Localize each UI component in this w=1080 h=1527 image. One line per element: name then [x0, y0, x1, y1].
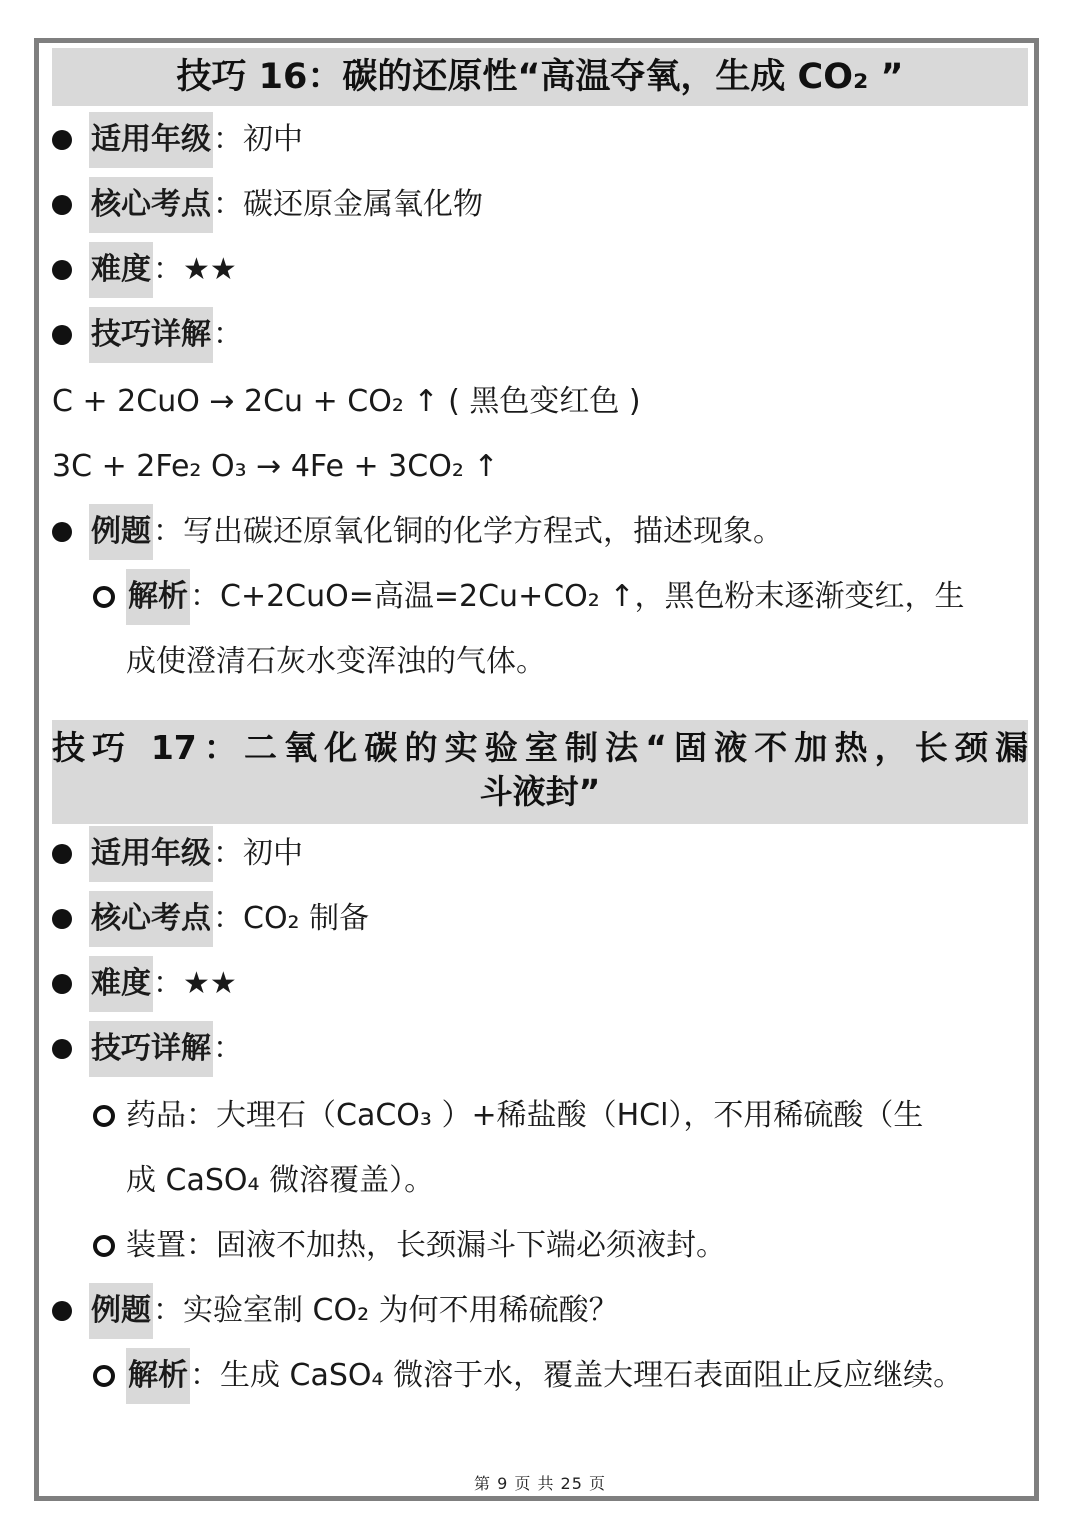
section-16-title: 技巧 16：碳的还原性“高温夺氧，生成 CO₂ ”: [52, 48, 1028, 106]
s17-drug-line2: 成 CaSO₄ 微溶覆盖）。: [126, 1163, 435, 1198]
bullet-icon: [52, 522, 72, 542]
s16-example-key: 例题: [89, 504, 153, 560]
s16-core-key: 核心考点: [89, 177, 213, 233]
s16-analysis-continuation: 成使澄清石灰水变浑浊的气体。: [126, 644, 546, 679]
s17-analysis-key: 解析: [126, 1348, 190, 1404]
bullet-icon: [52, 130, 72, 150]
s16-detail-key: 技巧详解: [89, 307, 213, 363]
s17-drug-line1: 药品：大理石（CaCO₃ ）+稀盐酸（HCl），不用稀硫酸（生: [126, 1098, 924, 1133]
ring-bullet-icon: [93, 1235, 115, 1257]
s16-equation-2: 3C + 2Fe₂ O₃ → 4Fe + 3CO₂ ↑: [52, 449, 499, 484]
page-number-footer: 第 9 页 共 25 页: [474, 1474, 606, 1493]
section-17-title-line2: 斗液封”: [479, 772, 601, 811]
s17-analysis-value: ：生成 CaSO₄ 微溶于水，覆盖大理石表面阻止反应继续。: [190, 1358, 964, 1393]
s16-analysis-key: 解析: [126, 569, 190, 625]
s16-example-value: ：写出碳还原氧化铜的化学方程式，描述现象。: [153, 514, 783, 549]
s16-core-value: ：碳还原金属氧化物: [213, 187, 483, 222]
bullet-icon: [52, 325, 72, 345]
s17-detail-key: 技巧详解: [89, 1021, 213, 1077]
bullet-icon: [52, 260, 72, 280]
bullet-icon: [52, 909, 72, 929]
s16-detail-value: ：: [213, 317, 243, 352]
s17-example-key: 例题: [89, 1283, 153, 1339]
s16-equation-1: C + 2CuO → 2Cu + CO₂ ↑ ( 黑色变红色 ): [52, 384, 641, 419]
s17-device-text: 装置：固液不加热，长颈漏斗下端必须液封。: [126, 1228, 726, 1263]
s16-difficulty-key: 难度: [89, 242, 153, 298]
bullet-icon: [52, 844, 72, 864]
s17-difficulty-key: 难度: [89, 956, 153, 1012]
section-17-title: [52, 720, 1028, 824]
s17-difficulty-value: ：★★: [153, 966, 237, 1001]
s17-example-value: ：实验室制 CO₂ 为何不用稀硫酸？: [153, 1293, 619, 1328]
s17-grade-key: 适用年级: [89, 826, 213, 882]
s17-detail-value: ：: [213, 1031, 243, 1066]
bullet-icon: [52, 1301, 72, 1321]
s17-grade-value: ：初中: [213, 836, 303, 871]
section-17-title-line1: 技巧 17：二氧化碳的实验室制法“固液不加热，长颈漏: [52, 728, 1028, 767]
bullet-icon: [52, 1039, 72, 1059]
s16-difficulty-value: ：★★: [153, 252, 237, 287]
bullet-icon: [52, 195, 72, 215]
s17-core-key: 核心考点: [89, 891, 213, 947]
ring-bullet-icon: [93, 1105, 115, 1127]
ring-bullet-icon: [93, 1365, 115, 1387]
s16-grade-value: ：初中: [213, 122, 303, 157]
s17-core-value: ：CO₂ 制备: [213, 901, 370, 936]
bullet-icon: [52, 974, 72, 994]
s16-analysis-value: ：C+2CuO=高温=2Cu+CO₂ ↑，黑色粉末逐渐变红，生: [190, 579, 965, 614]
s16-grade-key: 适用年级: [89, 112, 213, 168]
document-content: [52, 48, 1028, 1393]
ring-bullet-icon: [93, 586, 115, 608]
